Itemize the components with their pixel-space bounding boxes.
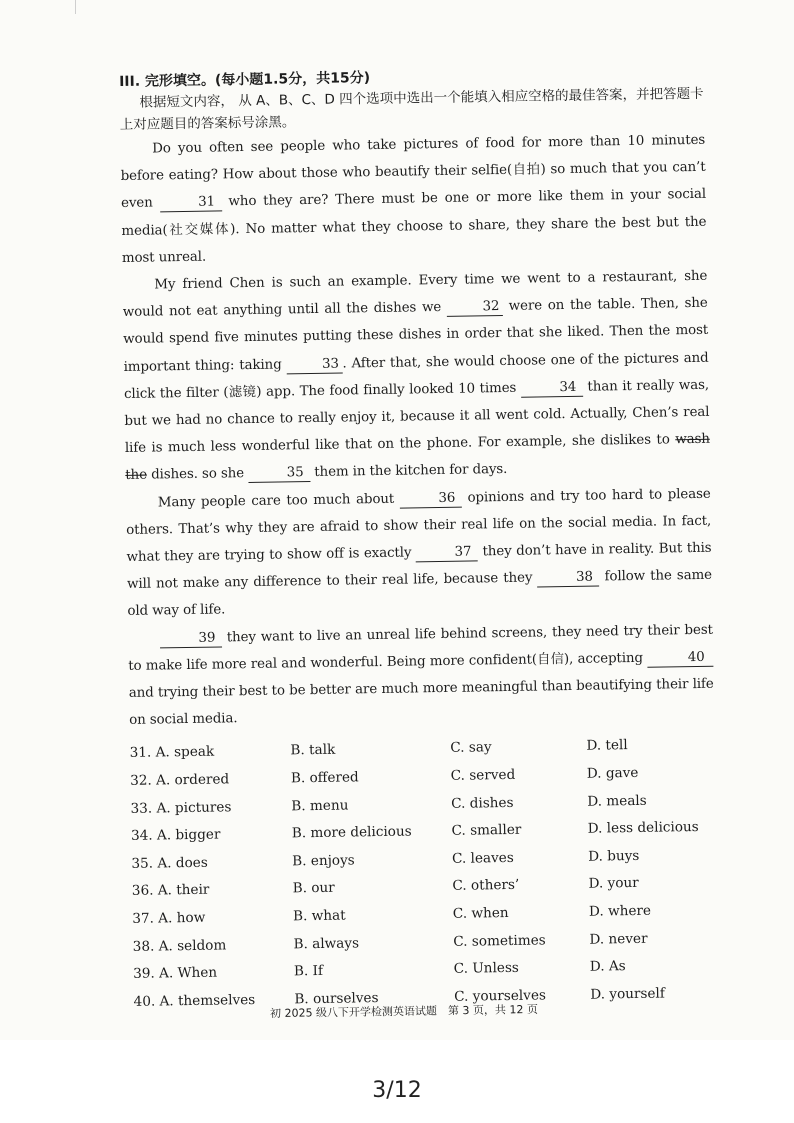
blank-34: 34 [521,380,583,398]
option-b: B. more delicious [291,823,412,842]
page-indicator: 3/12 [372,1078,422,1103]
option-c: C. say [450,739,492,757]
option-b: B. what [292,907,346,925]
option-a: 33. A. pictures [130,798,232,817]
struck-words: wash the [125,432,710,484]
blank-31: 31 [159,195,221,213]
page-footer: 初 2025 级八下开学检测英语试题 第 3 页，共 12 页 [269,1002,539,1021]
option-d: D. where [588,902,652,920]
option-a: 37. A. how [132,909,206,927]
option-b: B. always [293,934,360,952]
passage-paragraph-2: My friend Chen is such an example. Every time we went to a restaurant, she would not eat anything until all the dishes we 32 were on the table. Then, she would spend five minutes putting these dishes in order that she liked. Then the most important thing: taking 33 . After that, she would choose one of the pictures and click the filter (滤镜) app. The food finally looked 10 times 34 than it really was, but we had no chance to really enjoy it, because it all went cold. Actually, Chen’s real life is much less wonderful like that on the phone. For example, she dislikes to wash the dishes. so she 35 them in the kitchen for days. [122,268,710,484]
blank-37: 37 [416,544,478,562]
answer-options [129,731,718,1016]
passage-paragraph-1: Do you often see people who take pictures of food for more than 10 minutes before eating? How about those who beautify their selfie(自拍) so much that you can’t even 31 who they are? There must be one or more like them in your social media(社交媒体). No matter what they choose to share, they share the best but the most unreal. [120,132,707,266]
option-d: D. yourself [590,985,665,1003]
option-d: D. tell [586,737,628,755]
passage-paragraph-3: Many people care too much about 36 opinions and try too hard to please others. That’s why they are afraid to show their real life on the social media. In fact, what they are trying to show off is exactly 37 they don’t have in reality. But this will not make any difference to their real life, because they 38 follow the same old way of life. [126,486,713,620]
option-d: D. your [588,875,639,893]
option-c: C. leaves [451,849,514,867]
blank-33: 33 [286,356,342,374]
option-d: D. As [589,958,626,975]
option-c: C. when [452,905,509,922]
option-c: C. sometimes [453,932,546,950]
option-b: B. talk [290,742,336,759]
option-a: 39. A. When [133,964,218,983]
option-a: 38. A. seldom [132,937,227,955]
option-a: 34. A. bigger [130,826,221,845]
option-c: C. Unless [453,960,519,978]
option-b: B. menu [291,797,349,815]
option-d: D. buys [588,847,640,865]
option-c: C. served [450,766,516,784]
option-a: 40. A. themselves [133,991,256,1010]
blank-36: 36 [400,490,462,508]
blank-38: 38 [537,570,599,588]
option-d: D. less delicious [587,819,699,837]
option-d: D. gave [586,764,639,782]
passage-paragraph-4: 39 they want to live an unreal life behind screens, they need try their best to make life more real and wonderful. Being more confident(自信), accepting 40 and trying their best to be better are much more meaningful than beautifying their life on social media. [128,622,714,729]
option-b: B. If [293,963,324,980]
option-a: 36. A. their [131,882,210,900]
section-title: III. 完形填空。(每小题1.5分，共15分) [119,70,371,90]
option-b: B. offered [290,769,359,787]
blank-39: 39 [160,630,222,648]
option-b: B. ourselves [294,989,379,1008]
cloze-section [119,63,719,1016]
scan-artifact [75,0,76,14]
option-c: C. others’ [452,877,520,895]
option-b: B. our [292,880,335,897]
option-d: D. meals [587,792,647,810]
option-b: B. enjoys [292,852,355,870]
option-d: D. never [589,930,648,948]
option-a: 35. A. does [131,854,208,872]
option-a: 32. A. ordered [130,771,230,789]
blank-32: 32 [447,299,503,317]
option-c: C. yourselves [454,987,547,1005]
blank-40: 40 [647,650,713,668]
section-instruction: 根据短文内容， 从 A、B、C、D 四个选项中选出一个能填入相应空格的最佳答案，并把答题卡上对应题目的答案标号涂黑。 [119,85,704,133]
blank-35: 35 [248,465,310,483]
option-c: C. smaller [451,822,522,840]
option-c: C. dishes [451,794,514,812]
option-a: 31. A. speak [129,744,215,762]
